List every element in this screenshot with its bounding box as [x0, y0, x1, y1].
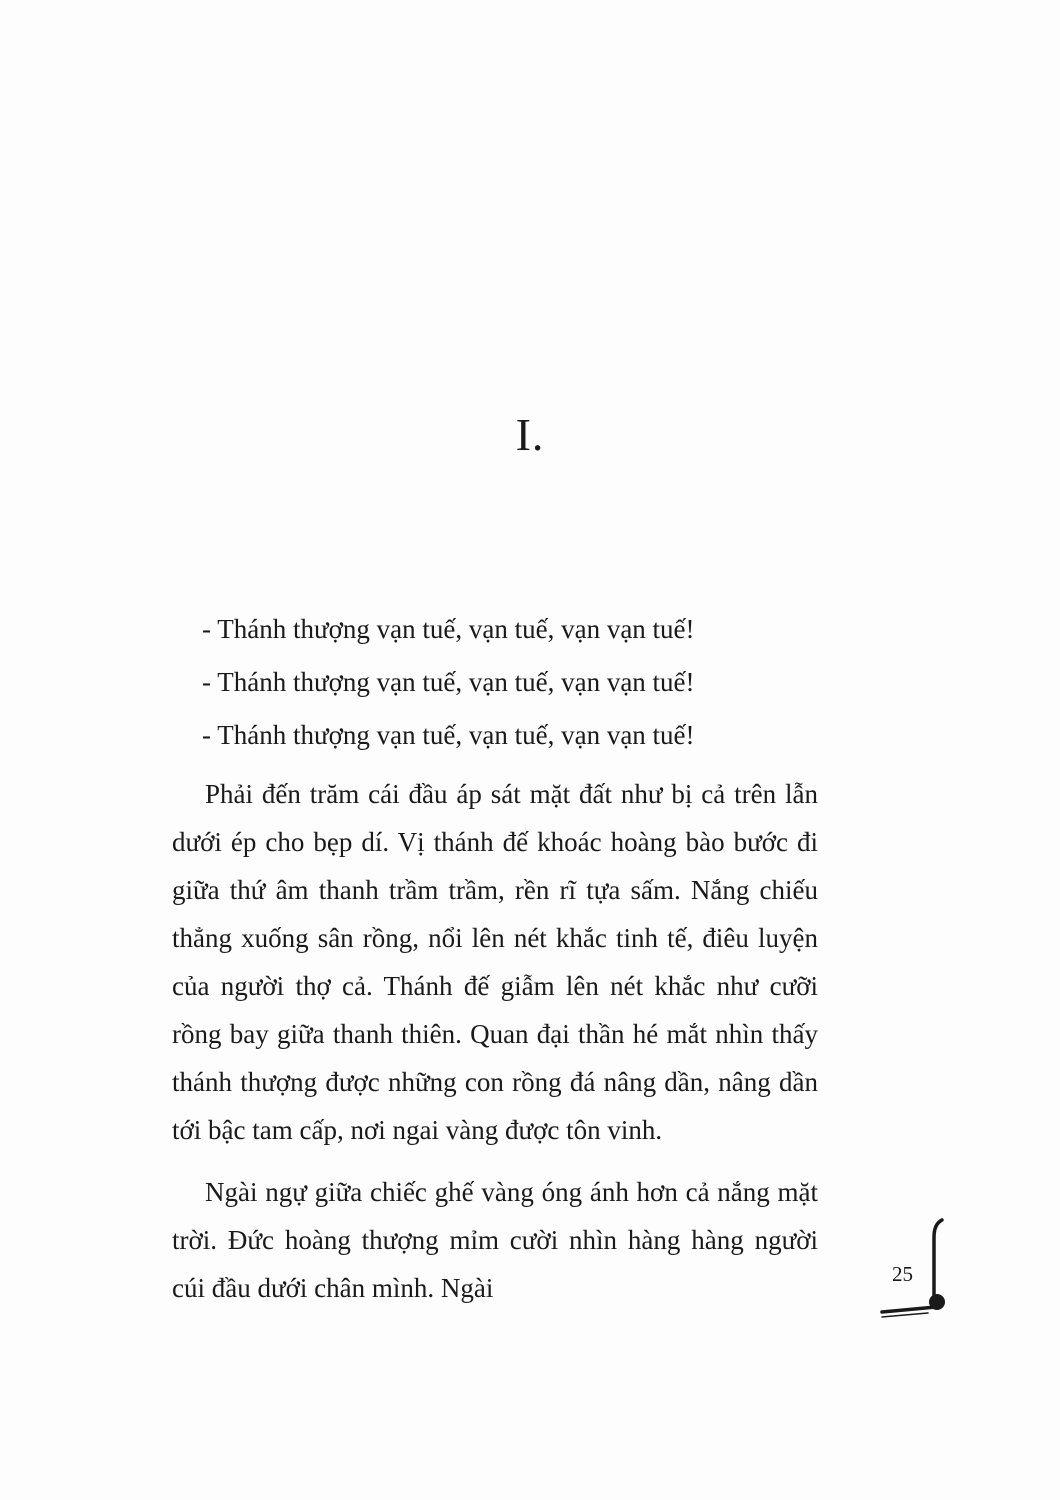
page-corner-ornament-icon — [880, 1215, 950, 1325]
paragraph: Ngài ngự giữa chiếc ghế vàng óng ánh hơn cả nắng mặt trời. Đức hoàng thượng mỉm cười nhìn hàng hàng người cúi đầu dưới chân mình. Ngài — [172, 1177, 818, 1303]
dialogue-line: - Thánh thượng vạn tuế, vạn tuế, vạn vạn tuế! — [202, 720, 695, 750]
page-number: 25 — [892, 1262, 913, 1286]
dialogue-line: - Thánh thượng vạn tuế, vạn tuế, vạn vạn tuế! — [202, 614, 695, 644]
page-number-area — [880, 1215, 950, 1325]
dialogue-line: - Thánh thượng vạn tuế, vạn tuế, vạn vạn tuế! — [202, 667, 695, 697]
paragraph: Phải đến trăm cái đầu áp sát mặt đất như bị cả trên lẫn dưới ép cho bẹp dí. Vị thánh đế khoác hoàng bào bước đi giữa thứ âm thanh trầm trầm, rền rĩ tựa sấm. Nắng chiếu thẳng xuống sân rồng, nổi lên nét khắc tinh tế, điêu luyện của người thợ cả. Thánh đế giẫm lên nét khắc như cưỡi rồng bay giữa thanh thiên. Quan đại thần hé mắt nhìn thấy thánh thượng được những con rồng đá nâng dần, nâng dần tới bậc tam cấp, nơi ngai vàng được tôn vinh. — [172, 779, 818, 1145]
chapter-title: I. — [515, 409, 545, 460]
body-text — [172, 603, 818, 1312]
